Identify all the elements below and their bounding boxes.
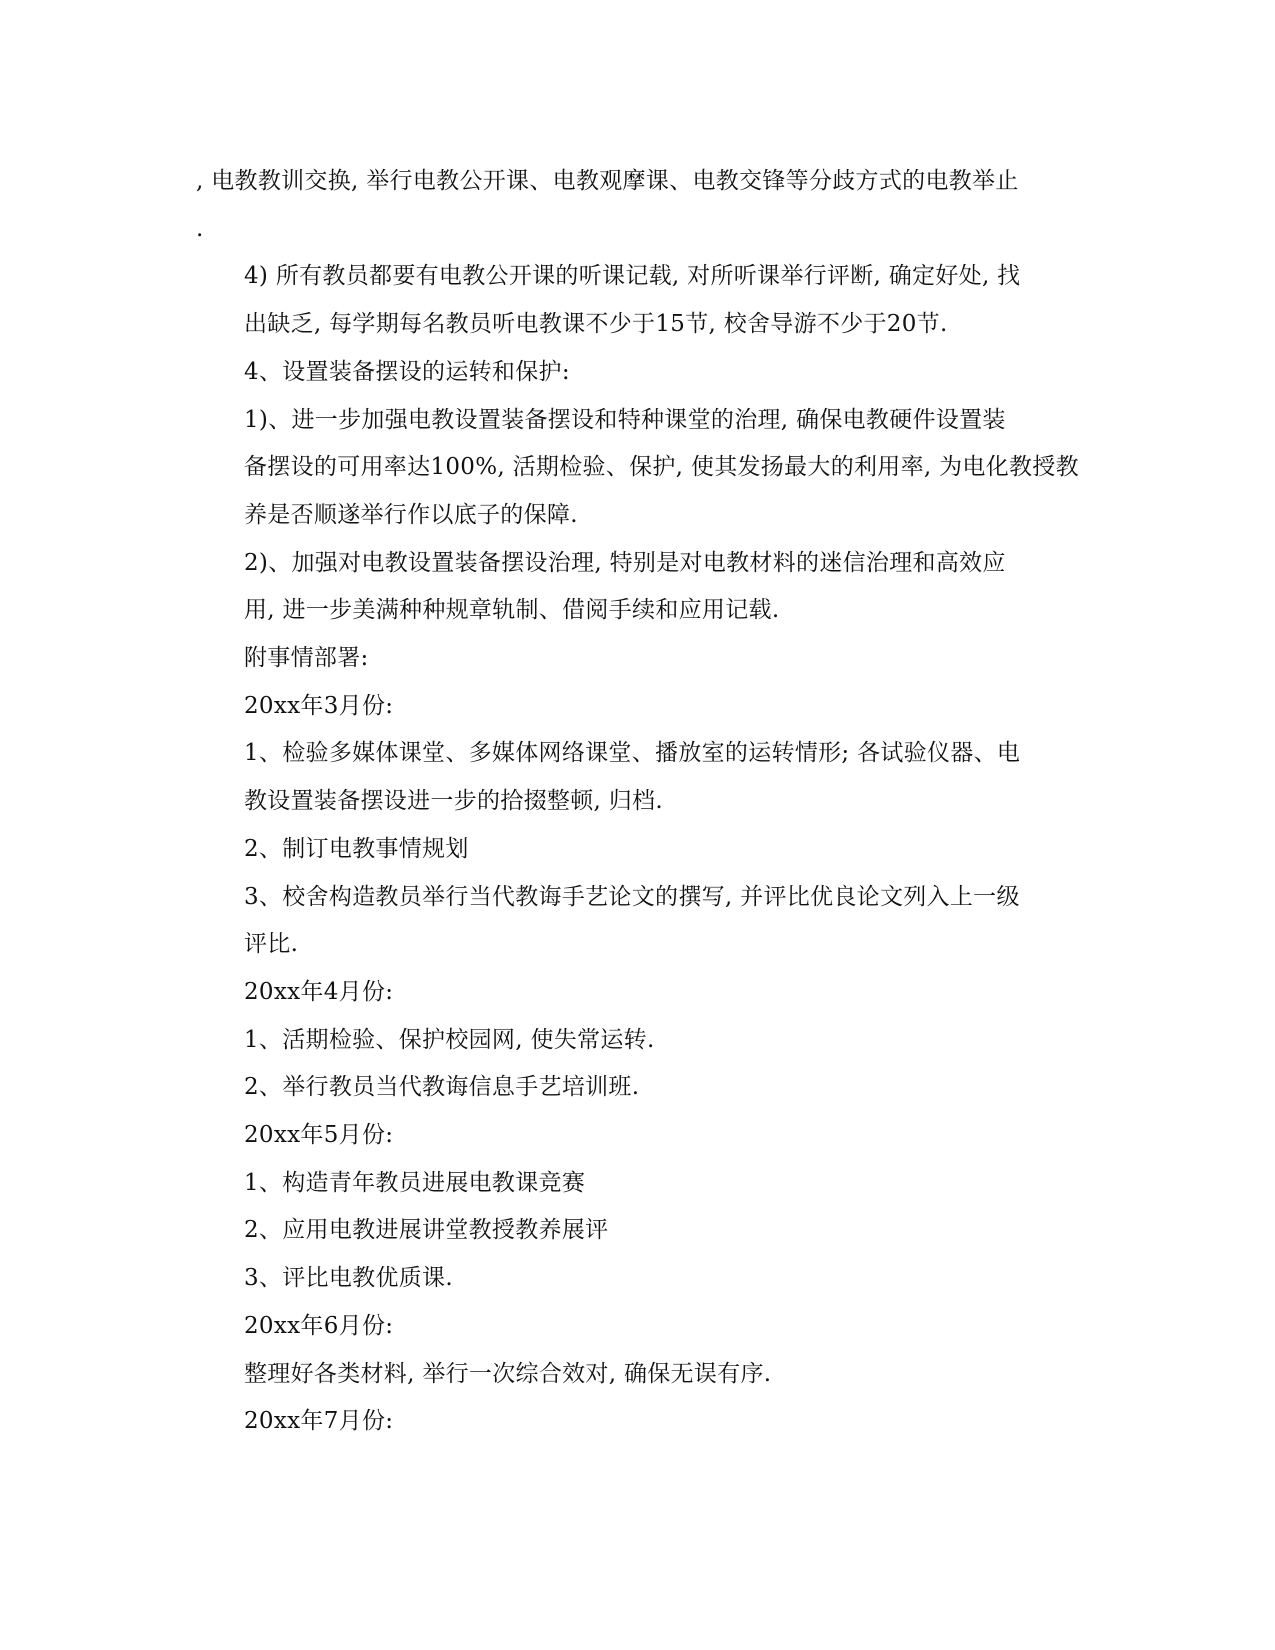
paragraph: [196, 1017, 1076, 1065]
text-line: 3、评比电教优质课.: [244, 1265, 453, 1292]
paragraph: [196, 397, 1079, 540]
text-line: , 电教教训交换, 举行电教公开课、电教观摩课、电教交锋等分歧方式的电教举止: [196, 168, 1019, 194]
document-body: [196, 158, 1079, 1446]
text-line: 1、活期检验、保护校园网, 使失常运转.: [244, 1026, 655, 1053]
paragraph: [196, 874, 1076, 969]
text-line: 4) 所有教员都要有电教公开课的听课记载, 对所听课举行评断, 确定好处, 找: [244, 263, 1021, 290]
text-line: 2)、加强对电教设置装备摆设治理, 特别是对电教材料的迷信治理和高效应: [244, 549, 1006, 576]
text-line: 20xx年4月份:: [244, 978, 394, 1005]
text-line: 2、制订电教事情规划: [244, 835, 469, 862]
text-line: 养是否顺遂举行作以底子的保障.: [244, 501, 578, 528]
paragraph: [196, 349, 1076, 397]
text-line: 1、构造青年教员进展电教课竞赛: [244, 1169, 586, 1196]
paragraph: [196, 540, 1076, 635]
paragraph: [196, 253, 1076, 348]
text-line: 用, 进一步美满种种规章轨制、借阅手续和应用记载.: [244, 597, 780, 624]
paragraph: [196, 1207, 1076, 1255]
text-line: 20xx年3月份:: [244, 692, 394, 719]
text-line: 1)、进一步加强电教设置装备摆设和特种课堂的治理, 确保电教硬件设置装: [244, 406, 1006, 433]
text-line: 20xx年7月份:: [244, 1408, 394, 1435]
paragraph: [196, 826, 1076, 874]
text-line: .: [196, 215, 204, 242]
text-line: 20xx年6月份:: [244, 1312, 394, 1339]
text-line: 附事情部署:: [244, 645, 369, 672]
text-line: 教设置装备摆设进一步的拾掇整顿, 归档.: [244, 788, 663, 815]
paragraph: [196, 1398, 1076, 1446]
paragraph: [196, 1160, 1076, 1208]
paragraph: [196, 1064, 1076, 1112]
text-line: 3、校舍构造教员举行当代教诲手艺论文的撰写, 并评比优良论文列入上一级: [244, 883, 1020, 910]
paragraph: [196, 635, 1076, 683]
text-line: 2、举行教员当代教诲信息手艺培训班.: [244, 1074, 640, 1101]
text-line: 备摆设的可用率达100%, 活期检验、保护, 使其发扬最大的利用率, 为电化教授教: [244, 454, 1079, 481]
text-line: 出缺乏, 每学期每名教员听电教课不少于15节, 校舍导游不少于20节.: [244, 311, 948, 338]
paragraph: [196, 1351, 1076, 1399]
paragraph: [196, 1303, 1076, 1351]
text-line: 2、应用电教进展讲堂教授教养展评: [244, 1217, 609, 1244]
paragraph: [196, 1255, 1076, 1303]
text-line: 20xx年5月份:: [244, 1122, 394, 1149]
text-line: 4、设置装备摆设的运转和保护:: [244, 358, 570, 385]
paragraph: [196, 730, 1076, 825]
paragraph: [196, 1112, 1076, 1160]
text-line: 整理好各类材料, 举行一次综合效对, 确保无误有序.: [244, 1360, 772, 1387]
paragraph: [196, 158, 1076, 253]
paragraph: [196, 969, 1076, 1017]
text-line: 1、检验多媒体课堂、多媒体网络课堂、播放室的运转情形; 各试验仪器、电: [244, 740, 1021, 767]
paragraph: [196, 683, 1076, 731]
text-line: 评比.: [244, 931, 299, 958]
